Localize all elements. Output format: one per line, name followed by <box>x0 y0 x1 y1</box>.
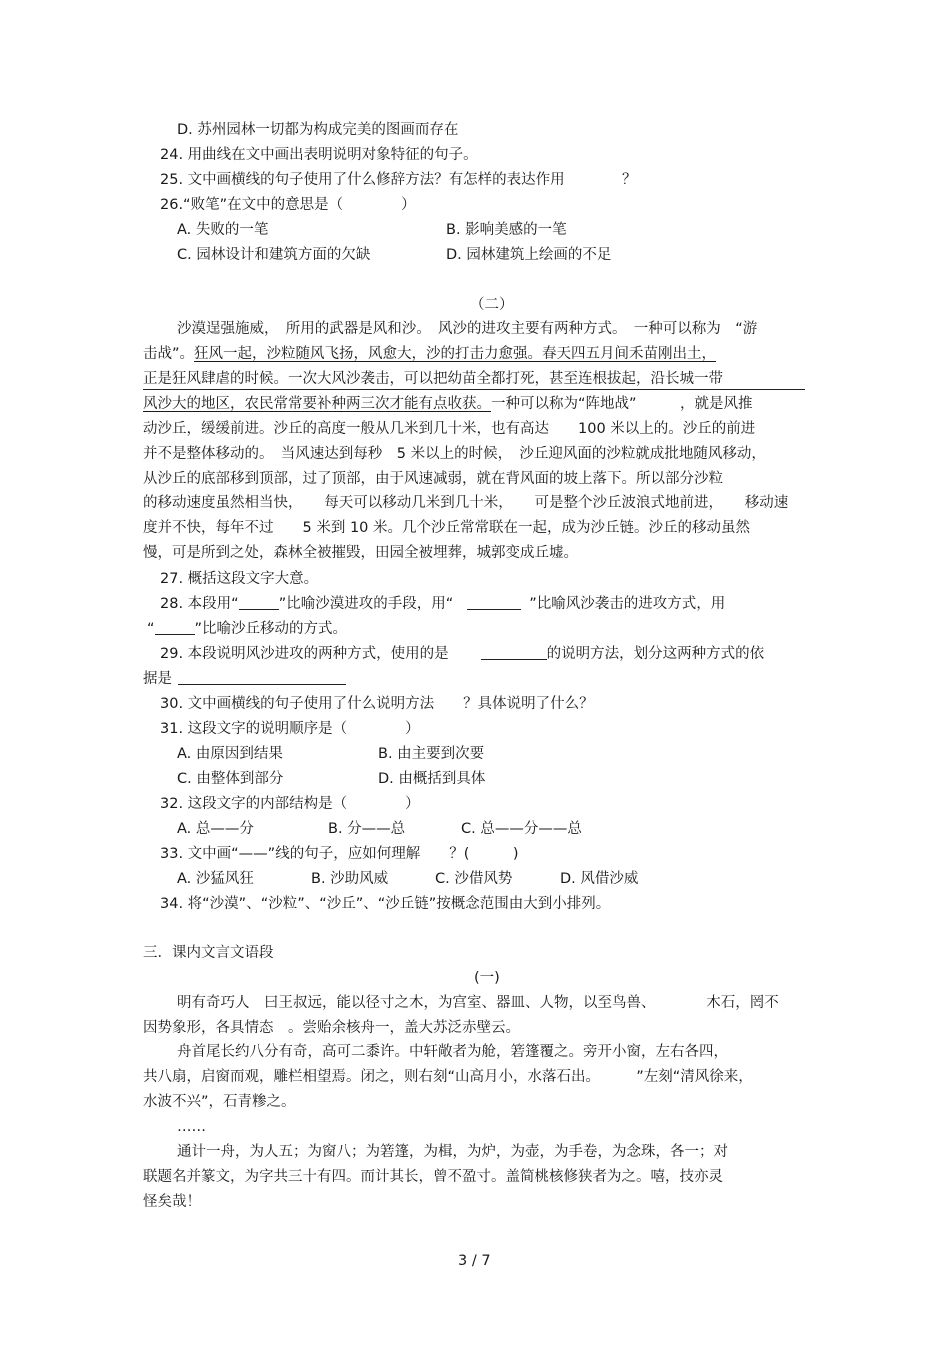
question-33: 33. 文中画“——”线的句子，应如何理解 ？( ) <box>160 846 519 862</box>
q29-part-2: 的说明方法，划分这两种方式的依 <box>546 646 765 662</box>
q28-part-1: 28. 本段用“ <box>160 596 239 612</box>
passage-2-line-4-rest: 一种可以称为“阵地战” ，就是风推 <box>491 396 753 412</box>
q28-blank-1[interactable] <box>239 595 279 610</box>
question-31: 31. 这段文字的说明顺序是（ ） <box>160 721 420 737</box>
q28-part-5: ”比喻沙丘移动的方式。 <box>194 621 348 637</box>
passage-2-line-10: 慢，可是所到之处，森林全被摧毁，田园全被埋葬，城郭变成丘墟。 <box>143 545 578 561</box>
q31-option-c: C. 由整体到部分 <box>177 771 284 787</box>
passage-3-line-3: 舟首尾长约八分有奇，高可二黍许。中轩敞者为舱，箬篷覆之。旁开小窗，左右各四， <box>177 1044 728 1060</box>
q29-blank-2[interactable] <box>178 670 346 685</box>
question-34: 34. 将“沙漠”、“沙粒”、“沙丘”、“沙丘链”按概念范围由大到小排列。 <box>160 896 611 912</box>
q31-option-d: D. 由概括到具体 <box>378 771 486 787</box>
question-25: 25. 文中画横线的句子使用了什么修辞方法？有怎样的表达作用 <box>160 172 565 188</box>
passage-3-ellipsis: …… <box>177 1119 206 1135</box>
passage-2-line-7: 从沙丘的底部移到顶部，过了顶部，由于风速减弱，就在背风面的坡上落下。所以部分沙粒 <box>143 471 723 487</box>
passage-2-line-2 <box>143 345 716 363</box>
q29-part-1: 29. 本段说明风沙进攻的两种方式，使用的是 <box>160 646 449 662</box>
q26-option-b: B. 影响美感的一笔 <box>446 222 567 238</box>
passage-2-line-6: 并不是整体移动的。 当风速达到每秒 5 米以上的时候， 沙丘迎风面的沙粒就成批地随风移动， <box>143 446 766 462</box>
question-29-cont <box>143 670 346 688</box>
section-2-title: （二） <box>470 297 514 313</box>
q26-option-a: A. 失败的一笔 <box>177 222 269 238</box>
question-29 <box>160 645 764 663</box>
section-3-title: 三．课内文言文语段 <box>143 945 274 961</box>
q31-option-b: B. 由主要到次要 <box>378 746 485 762</box>
q28-part-4: “ <box>147 621 155 637</box>
section-3-subtitle: (一) <box>474 970 500 986</box>
passage-2-line-8: 的移动速度虽然相当快， 每天可以移动几米到几十米， 可是整个沙丘波浪式地前进， 移动速 <box>143 495 789 511</box>
q29-part-3: 据是 <box>143 671 172 687</box>
q31-option-a: A. 由原因到结果 <box>177 746 283 762</box>
q28-part-2: ”比喻沙漠进攻的手段，用“ <box>278 596 454 612</box>
q29-blank-1[interactable] <box>481 645 547 660</box>
q32-option-a: A. 总——分 <box>177 821 254 837</box>
q33-option-c: C. 沙借风势 <box>435 871 513 887</box>
q28-blank-3[interactable] <box>155 620 195 635</box>
question-25-tail: ？ <box>622 172 637 188</box>
passage-3-line-1: 明有奇巧人 曰王叔远，能以径寸之木，为宫室、器皿、人物，以至鸟兽、 木石，罔不 <box>177 995 779 1011</box>
passage-2-line-2-start: 击战”。 <box>143 346 195 362</box>
q32-option-c: C. 总——分——总 <box>461 821 582 837</box>
passage-3-line-4: 共八扇，启窗而观，雕栏相望焉。闭之，则右刻“山高月小，水落石出。 ”左刻“清风徐来， <box>143 1069 753 1085</box>
q23-option-d: D. 苏州园林一切都为构成完美的图画而存在 <box>177 122 459 138</box>
q33-option-b: B. 沙助风威 <box>311 871 389 887</box>
q28-part-3: ”比喻风沙袭击的进攻方式，用 <box>529 596 726 612</box>
passage-3-line-7: 联题名并篆文，为字共三十有四。而计其长，曾不盈寸。盖简桃核修狭者为之。嘻，技亦灵 <box>143 1169 723 1185</box>
passage-3-line-8: 怪矣哉！ <box>143 1194 201 1210</box>
question-32: 32. 这段文字的内部结构是（ ） <box>160 796 420 812</box>
passage-2-line-9: 度并不快，每年不过 5 米到 10 米。几个沙丘常常联在一起，成为沙丘链。沙丘的移动虽然 <box>143 520 750 536</box>
question-26: 26.“败笔”在文中的意思是（ ） <box>160 197 416 213</box>
q26-option-c: C. 园林设计和建筑方面的欠缺 <box>177 247 371 263</box>
passage-3-line-5: 水波不兴”，石青糁之。 <box>143 1094 296 1110</box>
question-24: 24. 用曲线在文中画出表明说明对象特征的句子。 <box>160 147 478 163</box>
question-30: 30. 文中画横线的句子使用了什么说明方法 ？具体说明了什么？ <box>160 696 594 712</box>
passage-2-line-1: 沙漠逞强施威， 所用的武器是风和沙。 风沙的进攻主要有两种方式。 一种可以称为 “游 <box>177 321 758 337</box>
q26-option-d: D. 园林建筑上绘画的不足 <box>446 247 612 263</box>
page-number: 3 / 7 <box>458 1253 491 1269</box>
question-27: 27. 概括这段文字大意。 <box>160 571 319 587</box>
wavy-underlined-sentence: 狂风一起，沙粒随风飞扬，风愈大，沙的打击力愈强。春天四五月间禾苗刚出土， <box>194 346 717 362</box>
passage-3-line-2: 因势象形，各具情态 。尝贻余核舟一，盖大苏泛赤壁云。 <box>143 1020 520 1036</box>
passage-3-line-6: 通计一舟，为人五；为窗八；为箬篷，为楫，为炉，为壶，为手卷，为念珠，各一；对 <box>177 1144 728 1160</box>
q33-option-d: D. 风借沙威 <box>560 871 639 887</box>
question-28-cont <box>147 620 347 638</box>
passage-2-line-4 <box>143 395 753 413</box>
underline-rule <box>143 389 805 390</box>
q33-option-a: A. 沙猛风狂 <box>177 871 254 887</box>
passage-2-line-3: 正是狂风肆虐的时候。一次大风沙袭击，可以把幼苗全都打死，甚至连根拔起，沿长城一带 <box>143 371 723 387</box>
underlined-sentence-end: 风沙大的地区，农民常常要补种两三次才能有点收获。 <box>143 396 491 412</box>
question-28 <box>160 595 725 613</box>
passage-2-line-5: 动沙丘，缓缓前进。沙丘的高度一般从几米到几十米，也有高达 100 米以上的。沙丘的前进 <box>143 421 756 437</box>
q28-blank-2[interactable] <box>467 595 521 610</box>
q32-option-b: B. 分——总 <box>328 821 406 837</box>
